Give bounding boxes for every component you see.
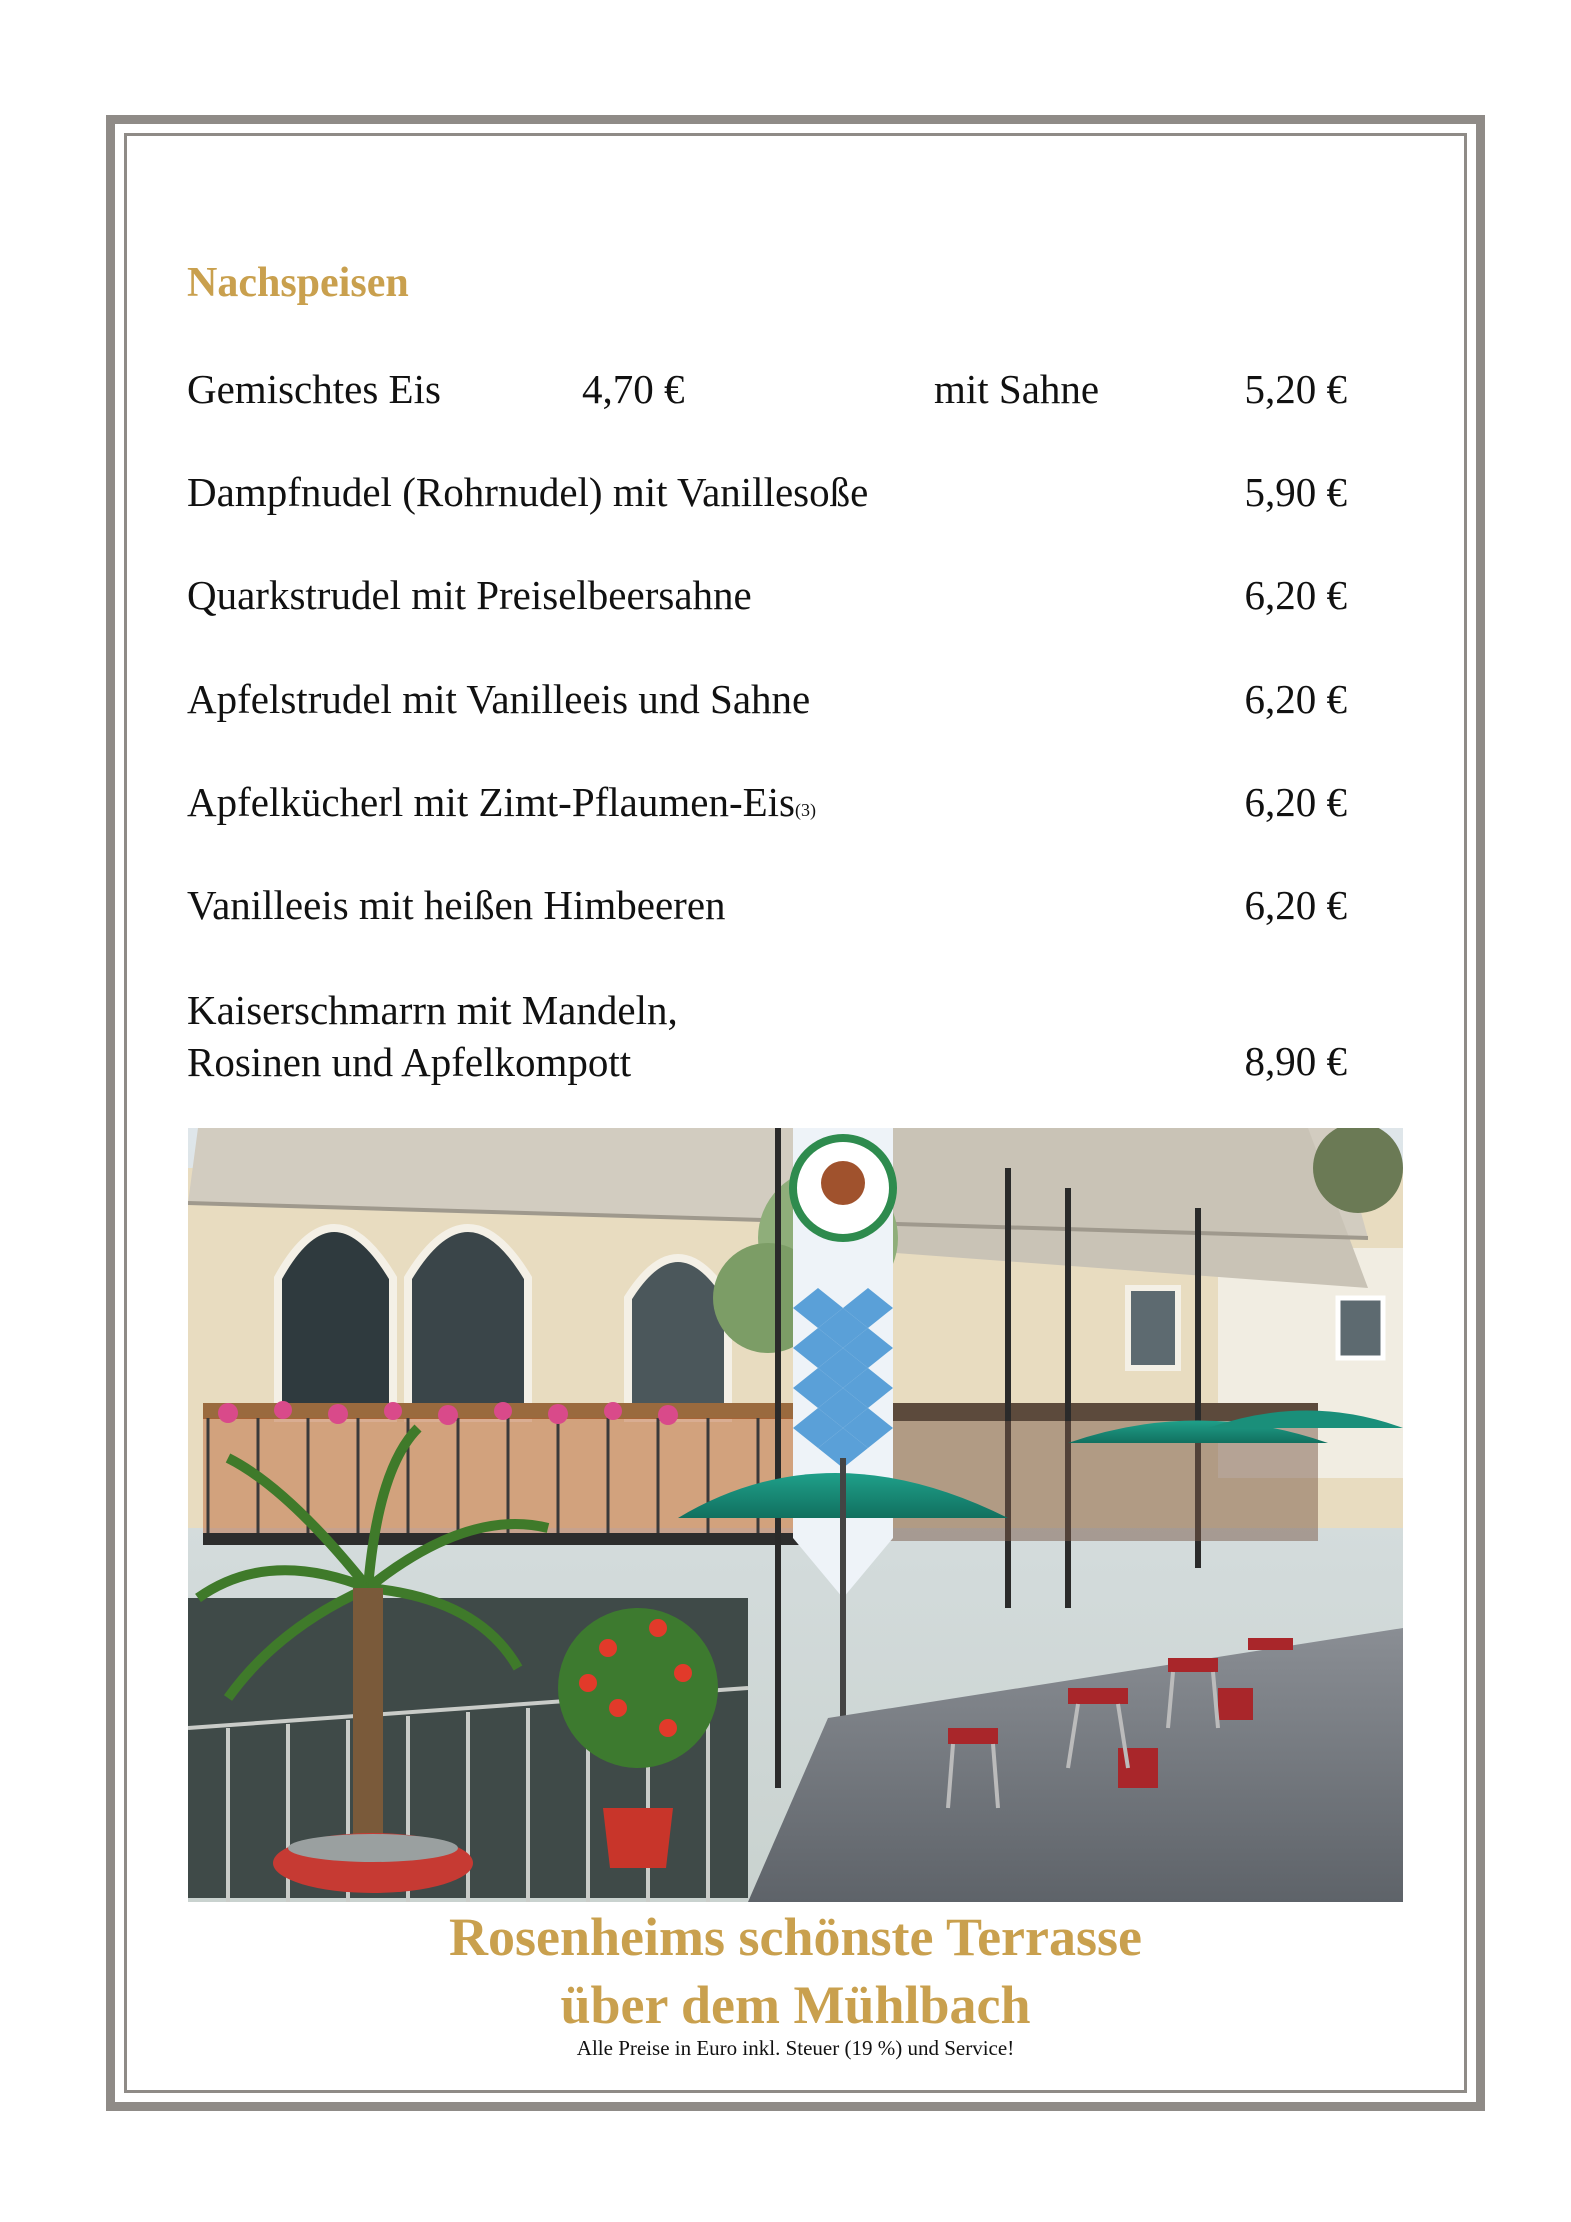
menu-item-name: Gemischtes Eis <box>187 366 441 412</box>
menu-item-name: Apfelkücherl mit Zimt-Pflaumen-Eis <box>187 779 796 825</box>
menu-item-price: 8,90 € <box>1244 1038 1347 1084</box>
section-title: Nachspeisen <box>187 260 409 306</box>
menu-item-price: 6,20 € <box>1244 572 1347 618</box>
menu-item-name-wrap <box>187 777 816 835</box>
menu-item-name <box>187 984 678 1088</box>
menu-item-name-line1: Kaiserschmarrn mit Mandeln, <box>187 987 678 1033</box>
menu-item-price: 5,90 € <box>1244 469 1347 515</box>
menu-item-variant: mit Sahne <box>934 366 1100 412</box>
slogan-line-2: über dem Mühlbach <box>560 1975 1031 2035</box>
menu-item-name: Vanilleeis mit heißen Himbeeren <box>187 882 726 928</box>
footnote-reference: (3) <box>795 800 817 820</box>
menu-item-name: Quarkstrudel mit Preiselbeersahne <box>187 572 752 618</box>
menu-item-variant-price: 5,20 € <box>1244 366 1347 412</box>
terrace-photo <box>188 1128 1403 1902</box>
price-note: Alle Preise in Euro inkl. Steuer (19 %) und Service! <box>576 2036 1015 2060</box>
menu-item-price: 6,20 € <box>1244 882 1347 928</box>
menu-item-price: 6,20 € <box>1244 676 1347 722</box>
terrace-photo-illustration <box>188 1128 1403 1902</box>
slogan-line-1: Rosenheims schönste Terrasse <box>448 1907 1142 1967</box>
menu-item-name: Dampfnudel (Rohrnudel) mit Vanillesoße <box>187 469 869 515</box>
menu-item-price: 4,70 € <box>582 366 685 412</box>
menu-item-price: 6,20 € <box>1244 779 1347 825</box>
menu-item-name: Apfelstrudel mit Vanilleeis und Sahne <box>187 676 811 722</box>
menu-item-name-line2: Rosinen und Apfelkompott <box>187 1039 632 1085</box>
